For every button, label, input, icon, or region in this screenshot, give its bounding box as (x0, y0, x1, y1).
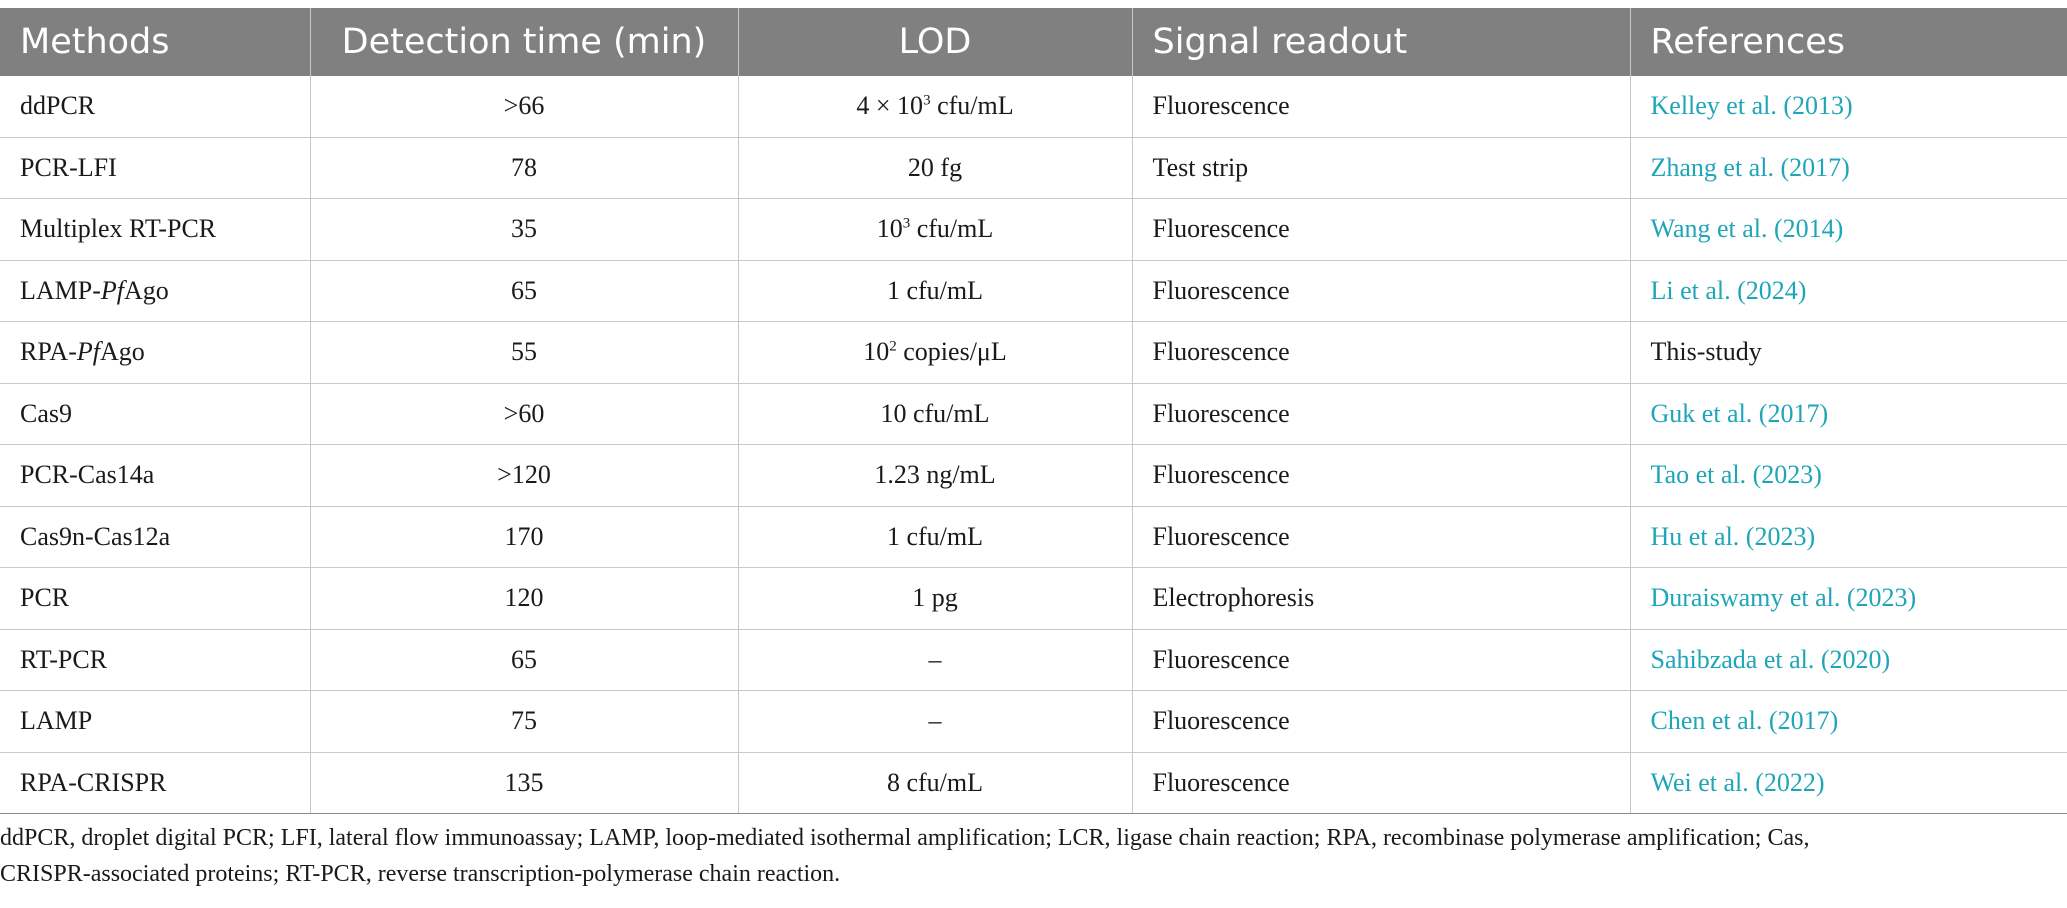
footnote-line-1: ddPCR, droplet digital PCR; LFI, lateral flow immunoassay; LAMP, loop-mediated isothermal amplification; LCR, ligase chain reaction; RPA, recombinase polymerase amplification; Cas, (0, 825, 1810, 851)
lod-text: 10 cfu/mL (880, 398, 990, 428)
cell-method (0, 383, 310, 445)
table-row (0, 691, 2067, 753)
cell-signal-readout: Electrophoresis (1132, 568, 1630, 630)
cell-detection-time: 78 (310, 137, 738, 199)
cell-lod (738, 322, 1132, 384)
table-row (0, 445, 2067, 507)
lod-text: 20 fg (907, 152, 963, 182)
cell-detection-time: 135 (310, 752, 738, 814)
header-detection-time: Detection time (min) (310, 8, 738, 76)
cell-method (0, 629, 310, 691)
lod-unit: copies/μL (896, 337, 1007, 367)
table-body (0, 76, 2067, 814)
table-row (0, 629, 2067, 691)
cell-method (0, 691, 310, 753)
cell-signal-readout: Fluorescence (1132, 76, 1630, 137)
table-row (0, 383, 2067, 445)
cell-method (0, 137, 310, 199)
method-text: ddPCR (20, 91, 96, 121)
cell-method (0, 752, 310, 814)
reference-link[interactable]: Chen et al. (2017) (1630, 691, 2067, 753)
table-row (0, 199, 2067, 261)
method-text: PCR (20, 583, 70, 613)
method-suffix-text: Ago (99, 337, 145, 367)
reference-link[interactable]: Guk et al. (2017) (1630, 383, 2067, 445)
header-lod: LOD (738, 8, 1132, 76)
cell-lod (738, 76, 1132, 137)
cell-signal-readout: Fluorescence (1132, 260, 1630, 322)
cell-detection-time: >120 (310, 445, 738, 507)
lod-text: – (928, 706, 942, 736)
cell-lod (738, 260, 1132, 322)
reference-link[interactable]: Wei et al. (2022) (1630, 752, 2067, 814)
cell-lod (738, 383, 1132, 445)
lod-exponent: 2 (889, 338, 897, 355)
cell-method (0, 506, 310, 568)
method-text: RT-PCR (20, 644, 108, 674)
table-header (0, 8, 2067, 76)
reference-link[interactable]: Wang et al. (2014) (1630, 199, 2067, 261)
cell-method (0, 76, 310, 137)
reference-link[interactable]: Tao et al. (2023) (1630, 445, 2067, 507)
header-references: References (1630, 8, 2067, 76)
header-row (0, 8, 2067, 76)
method-text: LAMP (20, 706, 93, 736)
reference-link[interactable]: Kelley et al. (2013) (1630, 76, 2067, 137)
cell-signal-readout: Fluorescence (1132, 506, 1630, 568)
lod-text: 1 cfu/mL (886, 275, 984, 305)
cell-detection-time: 65 (310, 629, 738, 691)
cell-lod (738, 199, 1132, 261)
table-row (0, 568, 2067, 630)
table-row (0, 752, 2067, 814)
table-footnote (0, 820, 2040, 892)
method-italic-text: Pf (100, 275, 125, 305)
cell-detection-time: 170 (310, 506, 738, 568)
cell-lod (738, 568, 1132, 630)
lod-unit: cfu/mL (910, 214, 994, 244)
comparison-table-container (0, 8, 2067, 814)
cell-detection-time: 75 (310, 691, 738, 753)
cell-detection-time: 55 (310, 322, 738, 384)
header-methods: Methods (0, 8, 310, 76)
cell-lod (738, 137, 1132, 199)
method-text: Cas9 (20, 398, 72, 428)
cell-detection-time: >60 (310, 383, 738, 445)
reference-link[interactable]: Hu et al. (2023) (1630, 506, 2067, 568)
table-row (0, 137, 2067, 199)
table-row (0, 76, 2067, 137)
lod-text: – (928, 644, 942, 674)
lod-exponent: 3 (923, 92, 931, 109)
cell-signal-readout: Fluorescence (1132, 383, 1630, 445)
reference-link[interactable]: Duraiswamy et al. (2023) (1630, 568, 2067, 630)
cell-signal-readout: Fluorescence (1132, 752, 1630, 814)
lod-text: 1 cfu/mL (886, 521, 984, 551)
cell-signal-readout: Fluorescence (1132, 691, 1630, 753)
cell-method (0, 322, 310, 384)
method-italic-text: Pf (76, 337, 100, 367)
cell-signal-readout: Fluorescence (1132, 322, 1630, 384)
cell-lod (738, 629, 1132, 691)
cell-signal-readout: Fluorescence (1132, 199, 1630, 261)
cell-detection-time: 120 (310, 568, 738, 630)
table-row (0, 260, 2067, 322)
lod-text: 1 pg (912, 583, 958, 613)
method-text: PCR-LFI (20, 152, 117, 182)
table-row (0, 322, 2067, 384)
lod-unit: cfu/mL (930, 91, 1014, 121)
method-text: LAMP- (20, 275, 101, 305)
cell-signal-readout: Test strip (1132, 137, 1630, 199)
cell-detection-time: 35 (310, 199, 738, 261)
reference-link[interactable]: Sahibzada et al. (2020) (1630, 629, 2067, 691)
lod-text: 1.23 ng/mL (874, 460, 996, 490)
footnote-line-2: CRISPR-associated proteins; RT-PCR, reverse transcription-polymerase chain reaction. (0, 861, 841, 887)
cell-lod (738, 506, 1132, 568)
lod-text: 8 cfu/mL (886, 767, 984, 797)
method-suffix-text: Ago (124, 275, 169, 305)
cell-method (0, 445, 310, 507)
cell-signal-readout: Fluorescence (1132, 629, 1630, 691)
cell-method (0, 199, 310, 261)
reference-text: This-study (1630, 322, 2067, 384)
lod-exponent: 3 (902, 215, 911, 232)
reference-link[interactable]: Li et al. (2024) (1630, 260, 2067, 322)
method-text: PCR-Cas14a (20, 460, 155, 490)
cell-lod (738, 445, 1132, 507)
method-text: RPA- (20, 337, 77, 367)
lod-text: 10 (863, 337, 890, 367)
cell-method (0, 260, 310, 322)
cell-method (0, 568, 310, 630)
header-signal-readout: Signal readout (1132, 8, 1630, 76)
method-text: RPA-CRISPR (20, 767, 167, 797)
method-text: Multiplex RT-PCR (20, 214, 217, 244)
cell-signal-readout: Fluorescence (1132, 445, 1630, 507)
reference-link[interactable]: Zhang et al. (2017) (1630, 137, 2067, 199)
comparison-table (0, 8, 2067, 814)
table-row (0, 506, 2067, 568)
cell-detection-time: >66 (310, 76, 738, 137)
cell-detection-time: 65 (310, 260, 738, 322)
cell-lod (738, 752, 1132, 814)
lod-text: 10 (876, 214, 903, 244)
lod-text: 4 × 10 (856, 91, 924, 121)
cell-lod (738, 691, 1132, 753)
method-text: Cas9n-Cas12a (20, 521, 171, 551)
